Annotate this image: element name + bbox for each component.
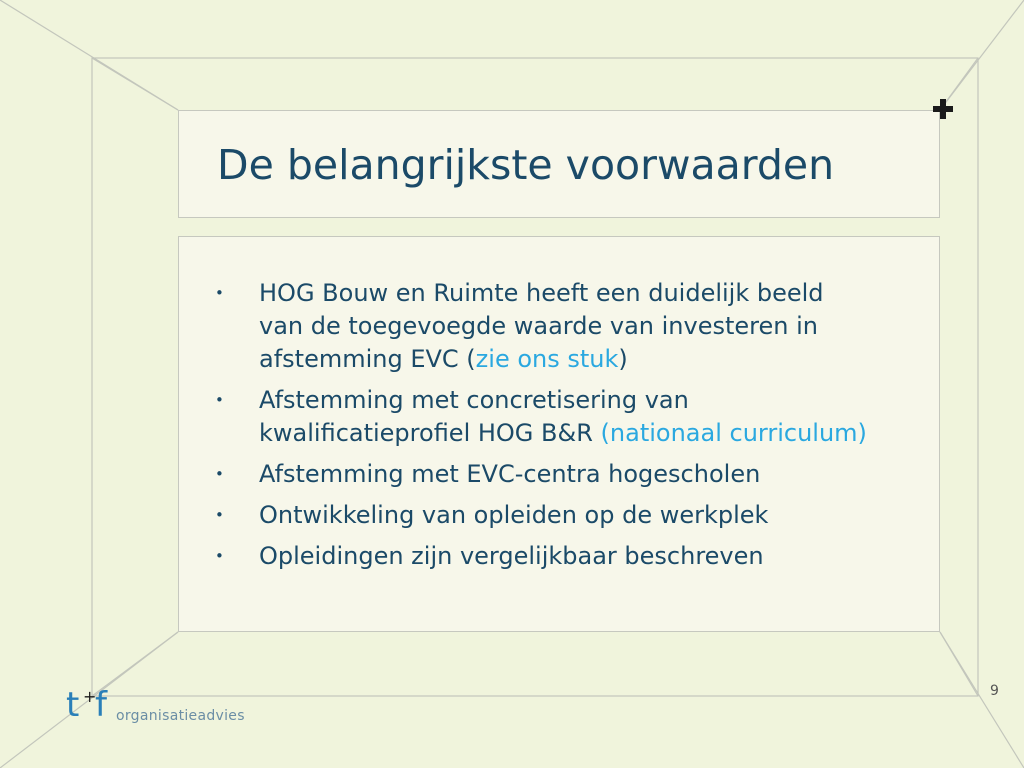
svg-text:+: + bbox=[83, 687, 97, 706]
bullet-text-after: ) bbox=[618, 345, 628, 373]
title-box bbox=[178, 110, 940, 218]
svg-text:f: f bbox=[95, 685, 107, 725]
svg-text:t: t bbox=[66, 685, 80, 725]
bullet-item bbox=[215, 384, 875, 450]
bullet-text: HOG Bouw en Ruimte heeft een duidelijk beeld van de toegevoegde waarde van investeren in afstemming EVC ( bbox=[259, 279, 824, 373]
bullet-text: Opleidingen zijn vergelijkbaar beschreven bbox=[259, 542, 764, 570]
bullet-text: Afstemming met EVC-centra hogescholen bbox=[259, 460, 761, 488]
company-logo bbox=[66, 684, 256, 728]
slide-title: De belangrijkste voorwaarden bbox=[217, 141, 835, 189]
bullet-list bbox=[215, 277, 875, 581]
bullet-text: Ontwikkeling van opleiden op de werkplek bbox=[259, 501, 769, 529]
bullet-marker: • bbox=[215, 506, 224, 524]
bullet-text: Afstemming met concretisering van kwalificatieprofiel HOG B&R bbox=[259, 386, 689, 447]
content-box bbox=[178, 236, 940, 632]
bullet-marker: • bbox=[215, 547, 224, 565]
page-number: 9 bbox=[990, 683, 999, 699]
bullet-link[interactable]: zie ons stuk bbox=[475, 345, 619, 373]
bullet-marker: • bbox=[215, 391, 224, 409]
bullet-link[interactable]: (nationaal curriculum) bbox=[600, 419, 867, 447]
logo-name: organisatieadvies bbox=[116, 708, 245, 724]
bullet-marker: • bbox=[215, 284, 224, 302]
bullet-marker: • bbox=[215, 465, 224, 483]
bullet-item bbox=[215, 499, 875, 532]
bullet-item bbox=[215, 458, 875, 491]
plus-icon bbox=[930, 96, 956, 122]
bullet-item bbox=[215, 277, 875, 376]
bullet-item bbox=[215, 540, 875, 573]
